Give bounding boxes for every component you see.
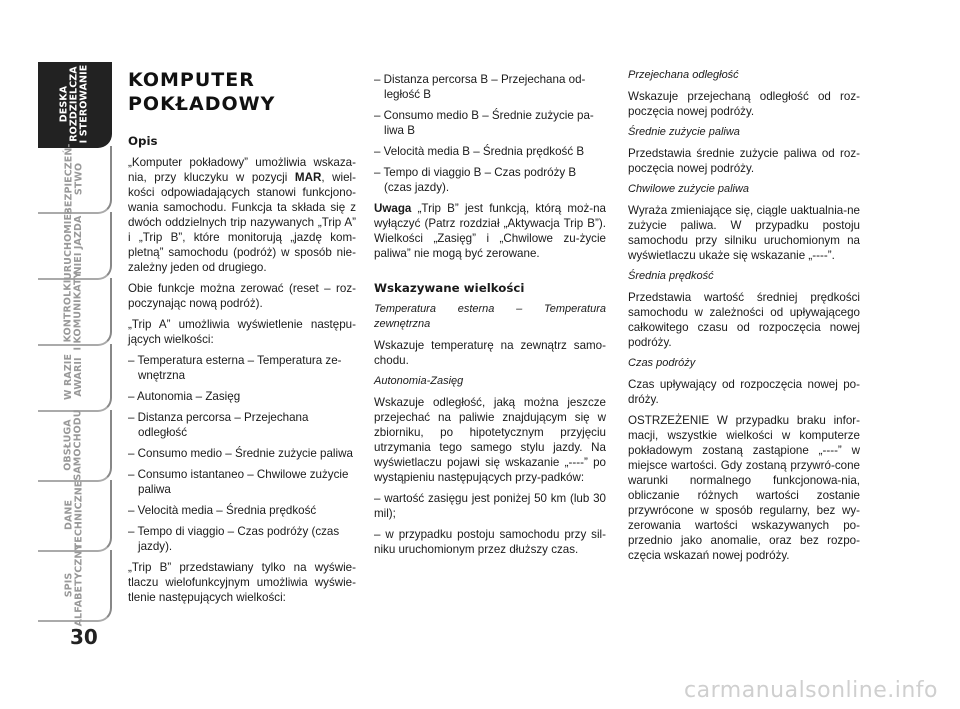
watermark: carmanualsonline.info (684, 678, 938, 703)
column-2 (374, 72, 606, 563)
page-title: KOMPUTER POKŁADOWY (128, 69, 276, 115)
tab-uruchomienie-i-jazda[interactable]: URUCHOMIE- NIEI JAZDA (38, 212, 112, 280)
list-item: – Tempo di viaggio B – Czas podróży B (czas jazdy). (374, 166, 577, 194)
list-item: – Temperatura esterna – Temperatura ze-wnętrzna (128, 354, 342, 382)
tab-bezpieczenstwo[interactable]: BEZPIECZEŃ- STWO (38, 146, 112, 214)
list-item: – Consumo medio – Średnie zużycie paliwa (128, 447, 353, 460)
list-item: – Velocità media B – Średnia prędkość B (374, 145, 585, 158)
list-item: – Velocità media – Średnia prędkość (128, 504, 317, 517)
item-heading: Temperatura esterna – Temperatura zewnętrzna (374, 303, 606, 330)
paragraph: Wskazuje temperaturę na zewnątrz samo-chodu. (374, 339, 606, 367)
paragraph: Wskazuje odległość, jaką można jeszcze przejechać na paliwie znajdującym się w zbiorniku, po hipotetycznym przyjęciu utrzymania tego samego stylu jazdy. Na wyświetlaczu pojawi się wskazanie „----” po wystąpieniu następujących przy-padków: (374, 396, 606, 484)
tab-w-razie-awarii[interactable]: W RAZIE AWARII (38, 344, 112, 412)
paragraph: „Komputer pokładowy” umożliwia wskaza-nia, przy kluczyku w pozycji MAR, wiel-kości odpowiadających stanowi funkcjono-wania samochodu. Funkcja ta składa się z dwóch oddzielnych trip nazywanych „Trip A” i „Trip B”, które monitorują „jazdę kom-pletną” samochodu (podróż) w sposób nie-zależny jeden od drugiego. (128, 156, 356, 274)
note-paragraph: Uwaga „Trip B” jest funkcją, którą moż-na wyłączyć (Patrz rozdział „Aktywacja Trip B”). Wielkości „Zasięg” i „Chwilowe zu-życie paliwa” nie mogą być zerowane. (374, 202, 606, 260)
tab-kontrolki-i-komunikaty[interactable]: KONTROLKI I KOMUNIKATY (38, 278, 112, 346)
column-3 (628, 68, 860, 569)
paragraph: Obie funkcje można zerować (reset – roz-poczynając nową podróż). (128, 282, 356, 310)
list-item: – Consumo medio B – Średnie zużycie pa-liwa B (374, 109, 594, 137)
paragraph: Wyraża zmieniające się, ciągle uaktualnia-ne zużycie paliwa. W przypadku postoju samochodu przy silniku uruchomionym na wyświetlaczu ukaże się wskazanie „----”. (628, 204, 860, 262)
item-heading: Czas podróży (628, 357, 696, 369)
list-item: – w przypadku postoju samochodu przy sil-niku uruchomionym przez dłuższy czas. (374, 528, 606, 556)
section-heading-wskazywane: Wskazywane wielkości (374, 281, 525, 295)
list-item: – Consumo istantaneo – Chwilowe zużycie paliwa (128, 468, 349, 496)
tab-dane-techniczne[interactable]: DANE TECHNICZNE (38, 480, 112, 552)
section-heading-opis: Opis (128, 134, 158, 148)
item-heading: Średnie zużycie paliwa (628, 126, 740, 138)
item-heading: Chwilowe zużycie paliwa (628, 183, 750, 195)
tab-obsluga-samochodu[interactable]: OBSŁUGA SAMOCHODU (38, 410, 112, 482)
column-1 (128, 68, 356, 611)
list-item: – Tempo di viaggio – Czas podróży (czas jazdy). (128, 525, 340, 553)
tab-spis-alfabetyczny[interactable]: SPIS ALFABETYCZNY (38, 550, 112, 622)
paragraph: Przedstawia wartość średniej prędkości samochodu w zależności od upływającego całkowitego czasu od rozpoczęcia nowej podróży. (628, 291, 860, 349)
list-item: – Distanza percorsa – Przejechana odległość (128, 411, 309, 439)
paragraph: Czas upływający od rozpoczęcia nowej po-dróży. (628, 378, 860, 406)
paragraph: „Trip B” przedstawiany tylko na wyświe-tlaczu wielofunkcyjnym umożliwia wyświe-tlenie następujących wielkości: (128, 561, 356, 604)
warning-paragraph: OSTRZEŻENIE W przypadku braku infor-macji, wszystkie wielkości w komputerze pokładowym zostaną zastąpione „----” w miejsce wartości. Gdy zostaną przywró-cone warunki normalnego funkcjonowa-nia, obliczanie różnych wartości zostanie przywrócone w sposób regularny, bez wy-zerowania wartości wskazywanych po-przednio jako anomalie, oraz bez rozpo-częcia wskazań nowej podróży. (628, 414, 860, 562)
paragraph: Wskazuje przejechaną odległość od roz-poczęcia nowej podróży. (628, 90, 860, 118)
paragraph: Przedstawia średnie zużycie paliwa od roz-poczęcia nowej podróży. (628, 147, 860, 175)
list-item: – Distanza percorsa B – Przejechana od-ległość B (374, 73, 586, 101)
item-heading: Przejechana odległość (628, 69, 739, 81)
list-item: – Autonomia – Zasięg (128, 390, 241, 403)
item-heading: Autonomia-Zasięg (374, 375, 464, 387)
page-number: 30 (70, 625, 98, 649)
tab-deska-rozdzielcza[interactable]: DESKA ROZDZIELCZA I STEROWANIE (38, 62, 112, 148)
item-heading: Średnia prędkość (628, 270, 714, 282)
paragraph: „Trip A” umożliwia wyświetlenie następu-jących wielkości: (128, 318, 356, 346)
list-item: – wartość zasięgu jest poniżej 50 km (lub 30 mil); (374, 492, 606, 520)
